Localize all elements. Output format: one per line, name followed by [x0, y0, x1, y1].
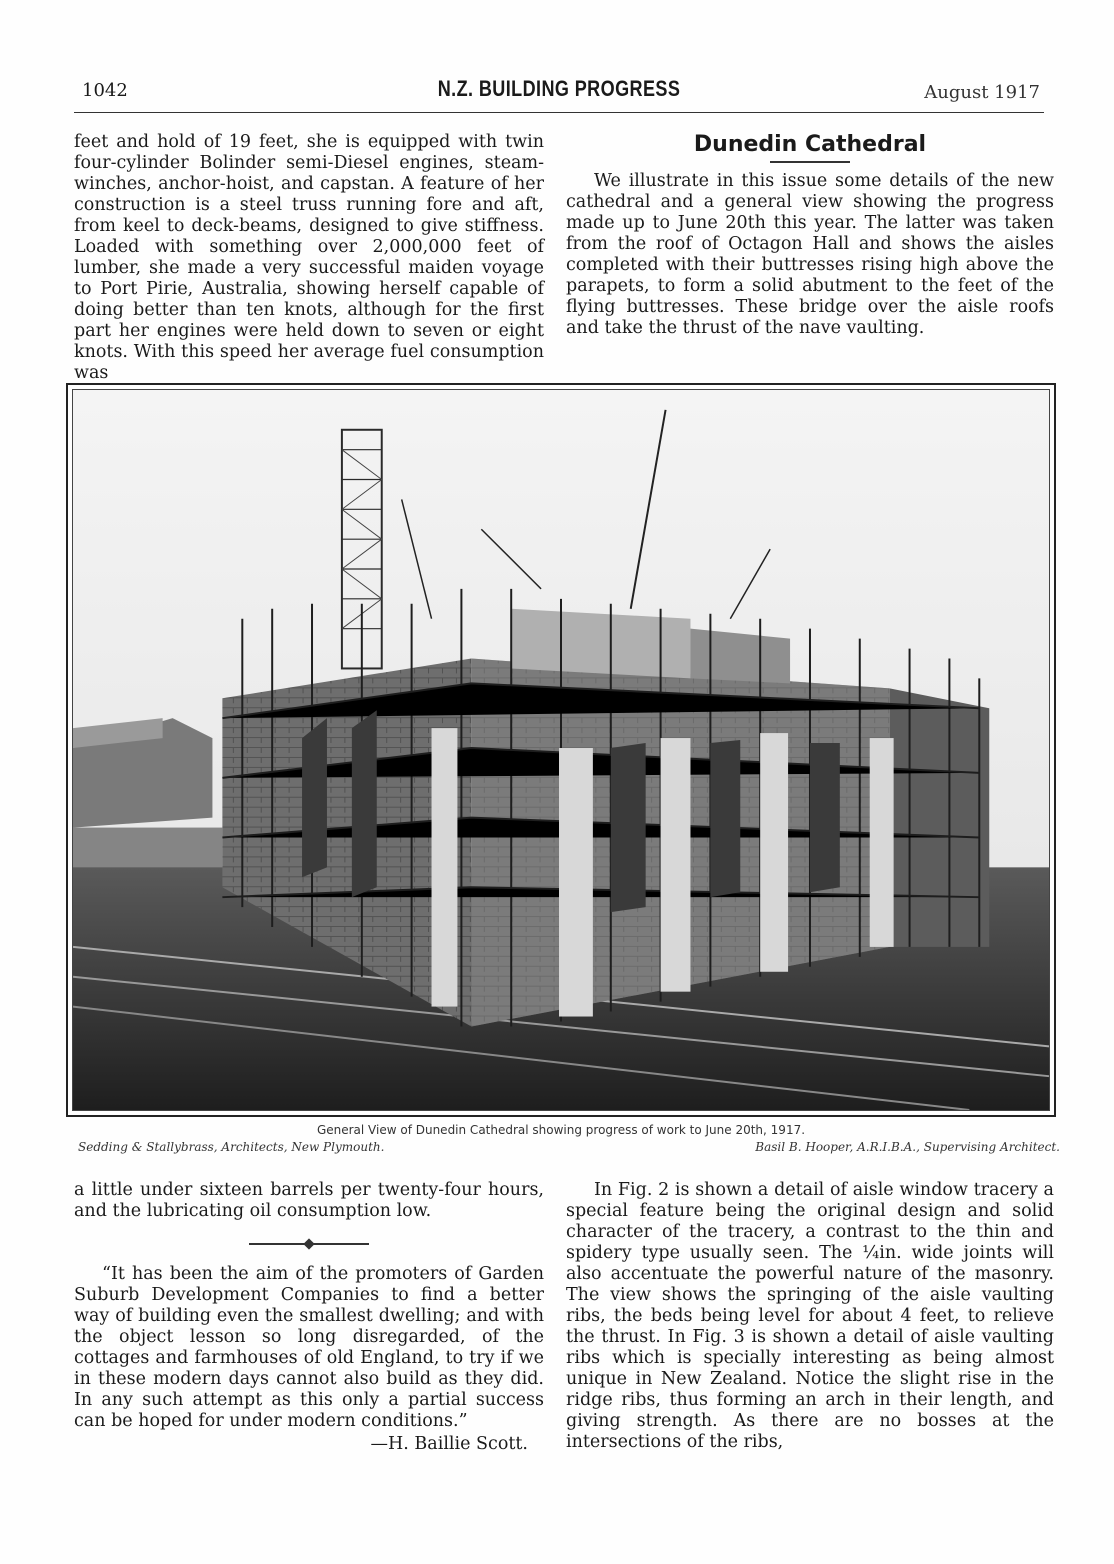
journal-title: N.Z. BUILDING PROGRESS	[437, 76, 681, 101]
baillie-scott-quote: “It has been the aim of the promoters of Garden Suburb Development Companies to find a better way of building even the smallest dwelling; and with the object lesson so long disregarded, of the cottages and farmhouses of old England, to try if we in these modern days cannot also build as they did. In any such attempt as this only a partial success can be hoped for under modern conditions.”	[74, 1264, 544, 1431]
page-header	[74, 76, 1044, 113]
article-continuation: In Fig. 2 is shown a detail of aisle window tracery a special feature being the original design and solid character of the tracery, a contrast to the thin and spidery type usually seen. The ¼in. wide joints will also accentuate the powerful nature of the masonry. The view shows the springing of the aisle vaulting ribs, the beds being level for about 4 feet, to relieve the thrust. In Fig. 3 is shown a detail of aisle vaulting ribs which is specially interesting as being almost unique in New Zealand. Notice the slight rise in the ridge ribs, thus forming an arch in their length, and giving strength. As there are no bosses at the intersections of the ribs,	[566, 1180, 1054, 1452]
cathedral-photo-image	[72, 389, 1050, 1111]
left-column-bottom	[74, 1180, 544, 1455]
title-rule	[770, 161, 850, 163]
right-column-top	[566, 132, 1054, 339]
photo-credit-supervising-architect: Basil B. Hooper, A.R.I.B.A., Supervising Architect.	[755, 1140, 1060, 1154]
section-ornament	[249, 1240, 369, 1248]
ship-article-paragraph: feet and hold of 19 feet, she is equipped with twin four-cylinder Bolinder semi-Diesel engines, steam-winches, anchor-hoist, and capstan. A feature of her construction is a steel truss running fore and aft, from keel to deck-beams, designed to give stiffness. Loaded with something over 2,000,000 feet of lumber, she made a very successful maiden voyage to Port Pirie, Australia, showing herself capable of doing better than ten knots, although for the first part her engines were held down to seven or eight knots. With this speed her average fuel consumption was	[74, 132, 544, 383]
quote-attribution: —H. Baillie Scott.	[370, 1434, 528, 1454]
right-column-bottom	[566, 1180, 1054, 1453]
cathedral-photo-illustration	[73, 390, 1049, 1110]
left-column-top	[74, 132, 544, 384]
cathedral-photo	[66, 383, 1056, 1117]
issue-date: August 1917	[924, 82, 1040, 103]
ship-article-continuation: a little under sixteen barrels per twenty-four hours, and the lubricating oil consumption low.	[74, 1180, 544, 1221]
photo-credit-architects: Sedding & Stallybrass, Architects, New Plymouth.	[78, 1140, 385, 1154]
article-intro: We illustrate in this issue some details of the new cathedral and a general view showing the progress made up to June 20th this year. The latter was taken from the roof of Octagon Hall and shows the aisles completed with their buttresses rising high above the parapets, to form a solid abutment to the feet of the flying buttresses. These bridge over the aisle roofs and take the thrust of the nave vaulting.	[566, 170, 1054, 338]
page-number: 1042	[82, 80, 128, 101]
photo-caption: General View of Dunedin Cathedral showing progress of work to June 20th, 1917.	[316, 1123, 806, 1137]
article-title: Dunedin Cathedral	[693, 132, 927, 157]
